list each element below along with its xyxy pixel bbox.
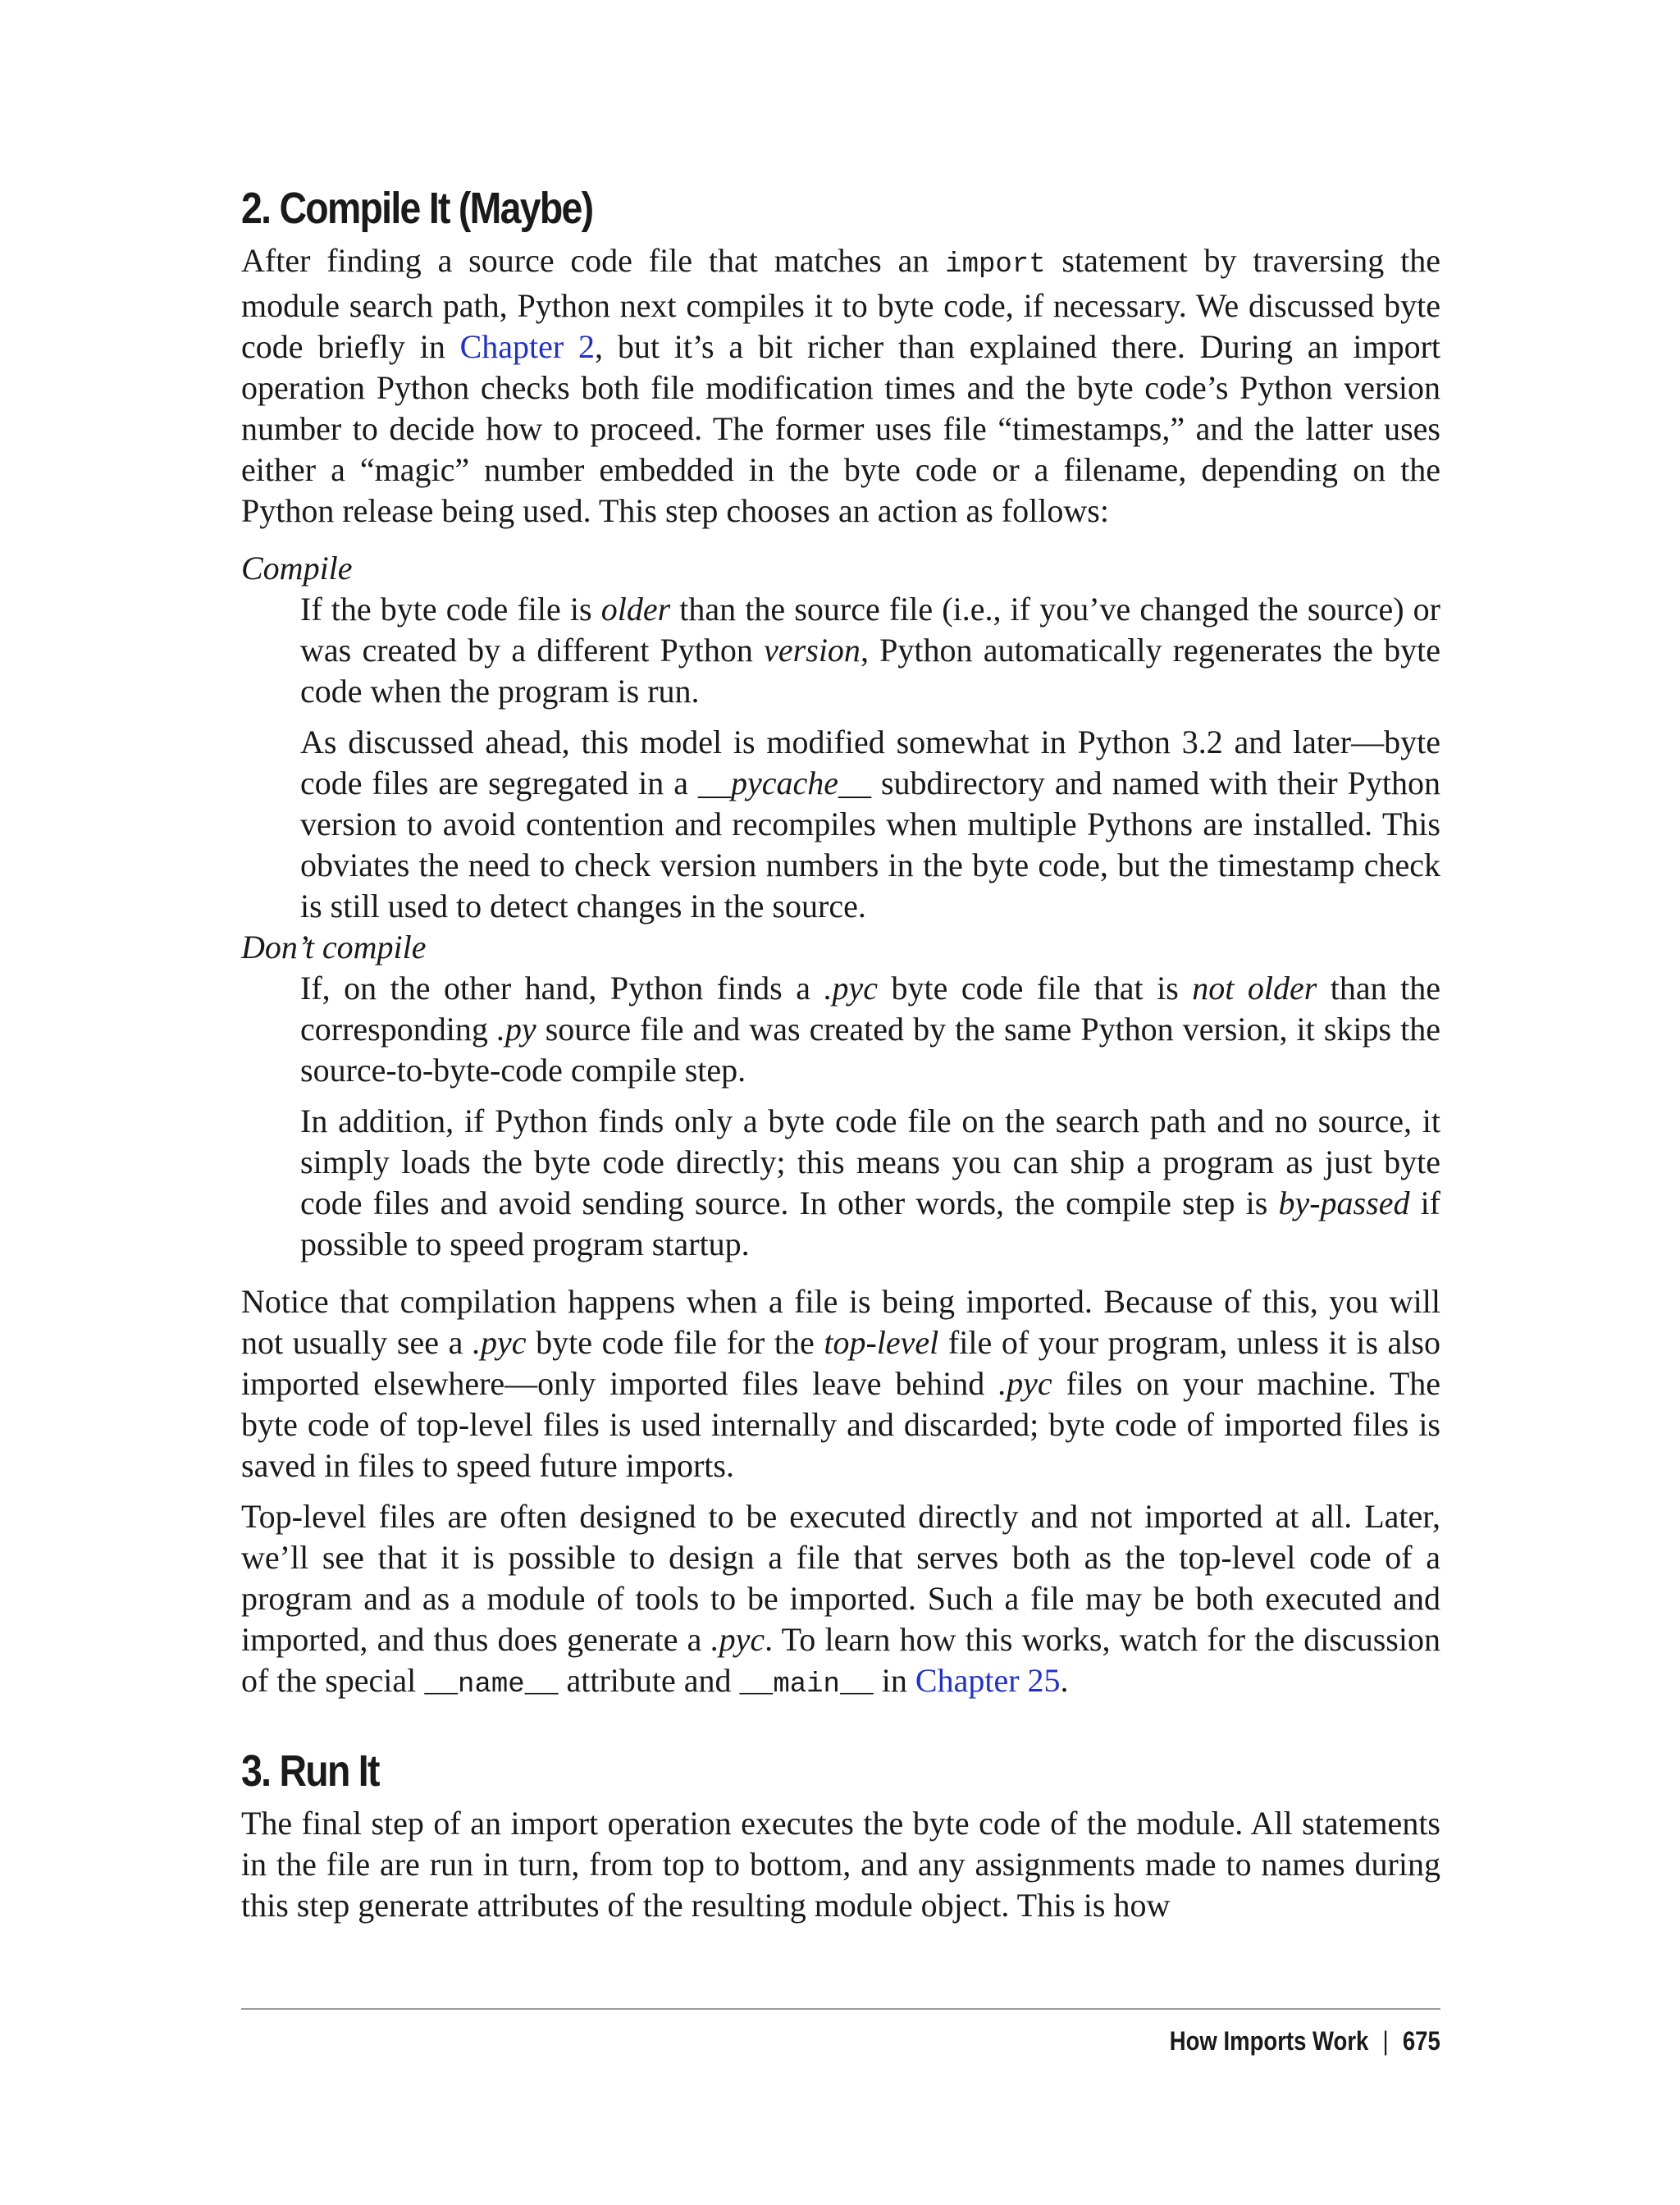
section-heading-compile: 2. Compile It (Maybe) bbox=[241, 184, 593, 233]
text-run: . To learn how this works, watch for the discussion of the special bbox=[241, 1620, 1440, 1699]
text-run: As discussed ahead, this model is modified somewhat in Python 3.2 and later—byte code files are segregated in a bbox=[300, 723, 1440, 801]
emphasis-pyc: .pyc bbox=[998, 1364, 1052, 1402]
text-run: if possible to speed program startup. bbox=[300, 1184, 1441, 1262]
page-footer bbox=[241, 2008, 1440, 2056]
text-run: If, on the other hand, Python finds a bbox=[300, 969, 824, 1007]
emphasis-not-older: not older bbox=[1192, 969, 1317, 1007]
definition-dont-compile bbox=[300, 968, 1440, 1265]
code-import: import bbox=[945, 249, 1046, 281]
text-run: files on your machine. The byte code of top-level files is used internally and discarded; byte code of imported files is saved in files to speed future imports. bbox=[241, 1364, 1441, 1484]
emphasis-py: .py bbox=[496, 1010, 536, 1048]
text-run: If the byte code file is bbox=[300, 590, 601, 628]
text-run: than the corresponding bbox=[300, 969, 1441, 1048]
emphasis-top-level: top-level bbox=[824, 1323, 939, 1361]
text-run: byte code file that is bbox=[877, 969, 1193, 1007]
text-run: Top-level files are often designed to be executed directly and not imported at all. Later, we’ll see that it is possible to design a file that serves both as the top-level code of a program and as a module of tools to be imported. Such a file may be both executed and imported, and thus does generate a bbox=[241, 1497, 1440, 1658]
emphasis-older: older bbox=[600, 590, 671, 628]
footer-section-title: How Imports Work bbox=[1169, 2026, 1369, 2056]
footer-separator: | bbox=[1382, 2026, 1389, 2056]
emphasis-pyc: .pyc bbox=[710, 1620, 765, 1658]
definition-compile bbox=[300, 589, 1440, 927]
paragraph-dont-compile-2 bbox=[300, 1101, 1440, 1265]
paragraph-notice bbox=[241, 1281, 1440, 1486]
paragraph-run: The final step of an import operation executes the byte code of the module. All statements in the file are run in turn, from top to bottom, and any assignments made to names during this step generate attributes of the resulting module object. This is how bbox=[241, 1804, 1440, 1924]
emphasis-pyc: .pyc bbox=[472, 1323, 527, 1361]
paragraph-compile-intro bbox=[241, 240, 1440, 532]
paragraph-compile-1 bbox=[300, 589, 1440, 712]
code-name: __name__ bbox=[424, 1669, 559, 1701]
page-body bbox=[241, 182, 1440, 1926]
emphasis-version: version bbox=[764, 631, 861, 669]
text-run: source file and was created by the same Python version, it skips the source-to-byte-code compile step. bbox=[300, 1010, 1440, 1089]
text-run: file of your program, unless it is also imported elsewhere—only imported files leave behind bbox=[241, 1323, 1440, 1402]
text-run: , Python automatically regenerates the byte code when the program is run. bbox=[300, 631, 1440, 710]
code-main: __main__ bbox=[739, 1669, 874, 1701]
emphasis-pyc: .pyc bbox=[824, 969, 878, 1007]
text-run: statement by traversing the module search path, Python next compiles it to byte code, if necessary. We discussed byte code briefly in bbox=[241, 241, 1441, 365]
text-run: in bbox=[873, 1661, 915, 1699]
emphasis-bypassed: by-passed bbox=[1278, 1184, 1410, 1221]
link-chapter-2[interactable]: Chapter 2 bbox=[459, 327, 596, 365]
text-run: After finding a source code file that matches an bbox=[241, 241, 946, 279]
paragraph-dont-compile-1 bbox=[300, 968, 1440, 1091]
term-dont-compile: Don’t compile bbox=[241, 928, 427, 966]
text-run: byte code file for the bbox=[526, 1323, 824, 1361]
footer-text bbox=[1170, 2026, 1440, 2057]
section-heading-run: 3. Run It bbox=[241, 1746, 379, 1796]
text-run: subdirectory and named with their Python version to avoid contention and recompiles when multiple Pythons are installed. This obviates the need to check version numbers in the byte code, but the timestamp check is still used to detect changes in the source. bbox=[300, 764, 1440, 924]
text-run: Notice that compilation happens when a file is being imported. Because of this, you will not usually see a bbox=[241, 1282, 1440, 1361]
paragraph-top-level bbox=[241, 1496, 1440, 1705]
text-run: . bbox=[1060, 1661, 1069, 1699]
text-run: than the source file (i.e., if you’ve changed the source) or was created by a different Python bbox=[300, 590, 1440, 669]
page-number: 675 bbox=[1403, 2026, 1440, 2056]
link-chapter-25[interactable]: Chapter 25 bbox=[915, 1661, 1061, 1699]
term-compile: Compile bbox=[241, 549, 353, 587]
emphasis-pycache: __pycache__ bbox=[697, 764, 871, 801]
text-run: , but it’s a bit richer than explained there. During an import operation Python checks both file modification times and the byte code’s Python version number to decide how to proceed. The former uses file “timestamps,” and the latter uses either a “magic” number embedded in the byte code or a filename, depending on the Python release being used. This step chooses an action as follows: bbox=[241, 327, 1440, 529]
paragraph-compile-2 bbox=[300, 722, 1440, 927]
definition-list bbox=[241, 548, 1440, 1265]
text-run: In addition, if Python finds only a byte code file on the search path and no source, it simply loads the byte code directly; this means you can ship a program as just byte code files and avoid sending source. In other words, the compile step is bbox=[300, 1102, 1440, 1221]
text-run: attribute and bbox=[558, 1661, 740, 1699]
